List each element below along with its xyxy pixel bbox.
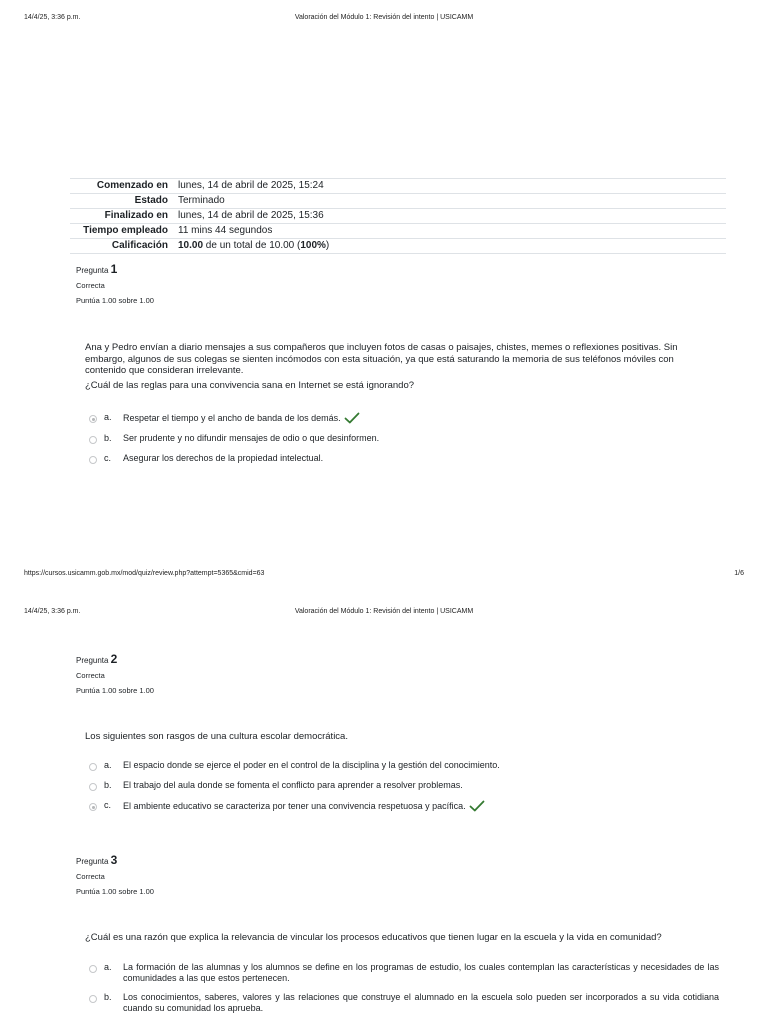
option-text: Respetar el tiempo y el ancho de banda de los demás. xyxy=(123,413,341,423)
checkmark-icon xyxy=(469,800,485,812)
radio-button[interactable] xyxy=(89,783,97,791)
question-prompt: ¿Cuál de las reglas para una convivencia sana en Internet se está ignorando? xyxy=(85,379,415,391)
answer-option[interactable] xyxy=(89,962,719,984)
grade-percent: 100% xyxy=(300,240,326,251)
summary-row xyxy=(70,209,726,224)
question-text-3 xyxy=(85,932,715,944)
summary-label: Tiempo empleado xyxy=(83,225,168,236)
summary-label: Calificación xyxy=(111,240,168,251)
summary-value: lunes, 14 de abril de 2025, 15:36 xyxy=(178,210,324,221)
print-date: 14/4/25, 3:36 p.m. xyxy=(24,14,81,21)
question-number: 3 xyxy=(110,853,118,867)
summary-row xyxy=(70,179,726,194)
answer-option[interactable] xyxy=(89,780,719,791)
option-text: La formación de las alumnas y los alumnos se define en los programas de estudio, los cuales contemplan las características y necesidades de las comunidades a las que estos pertenecen. xyxy=(123,962,719,983)
question-body: ¿Cuál es una razón que explica la relevancia de vincular los procesos educativos que tienen lugar en la escuela y la vida en comunidad? xyxy=(85,932,662,943)
answer-options-2 xyxy=(89,760,719,821)
option-text: El ambiente educativo se caracteriza por tener una convivencia respetuosa y pacífica. xyxy=(123,801,466,811)
option-text: El trabajo del aula donde se fomenta el conflicto para aprender a resolver problemas. xyxy=(123,780,463,790)
question-text-1 xyxy=(85,342,715,391)
print-header xyxy=(0,608,768,622)
question-label: Pregunta xyxy=(76,857,109,866)
grade-value xyxy=(174,239,726,254)
answer-option[interactable] xyxy=(89,800,719,812)
answer-option[interactable] xyxy=(89,412,719,424)
summary-row xyxy=(70,239,726,254)
summary-value: 11 mins 44 segundos xyxy=(178,225,273,236)
print-date: 14/4/25, 3:36 p.m. xyxy=(24,608,81,615)
page-number: 1/6 xyxy=(734,570,744,577)
summary-label: Comenzado en xyxy=(96,180,168,191)
option-text: Ser prudente y no difundir mensajes de odio o que desinformen. xyxy=(123,433,380,443)
option-letter: c. xyxy=(104,800,112,810)
answer-option[interactable] xyxy=(89,453,719,464)
option-letter: b. xyxy=(104,433,112,443)
question-body: Ana y Pedro envían a diario mensajes a sus compañeros que incluyen fotos de casas o paisajes, chistes, memes o reflexiones positivas. Sin embargo, algunos de sus colegas se sienten incómodos con esta situación, ya que está saturando la memoria de sus teléfonos móviles con contenido que consideran irrelevante. xyxy=(85,342,678,376)
answer-option[interactable] xyxy=(89,992,719,1014)
radio-button-checked[interactable] xyxy=(89,415,97,423)
question-state: Correcta xyxy=(76,281,105,290)
question-text-2 xyxy=(85,731,715,743)
option-letter: c. xyxy=(104,453,112,463)
grade-total: de un total de 10.00 ( xyxy=(203,240,301,251)
print-header xyxy=(0,14,768,28)
question-number: 1 xyxy=(110,262,118,276)
question-state: Correcta xyxy=(76,671,105,680)
question-grade: Puntúa 1.00 sobre 1.00 xyxy=(76,296,154,305)
question-grade: Puntúa 1.00 sobre 1.00 xyxy=(76,686,154,695)
radio-button[interactable] xyxy=(89,965,97,973)
question-grade: Puntúa 1.00 sobre 1.00 xyxy=(76,887,154,896)
question-label: Pregunta xyxy=(76,266,109,275)
question-info-3 xyxy=(76,853,154,899)
option-letter: b. xyxy=(104,780,112,790)
option-letter: b. xyxy=(104,992,112,1002)
question-info-2 xyxy=(76,652,154,698)
summary-value: lunes, 14 de abril de 2025, 15:24 xyxy=(178,180,324,191)
answer-option[interactable] xyxy=(89,760,719,771)
option-letter: a. xyxy=(104,962,112,972)
grade-close: ) xyxy=(325,240,330,251)
grade-score: 10.00 xyxy=(178,240,204,251)
summary-row xyxy=(70,224,726,239)
question-state: Correcta xyxy=(76,872,105,881)
checkmark-icon xyxy=(344,412,360,424)
radio-button-checked[interactable] xyxy=(89,803,97,811)
option-letter: a. xyxy=(104,412,112,422)
option-text: Los conocimientos, saberes, valores y las relaciones que construye el alumnado en la escuela solo pueden ser incorporados a su vida cotidiana cuando su comunidad los aprueba. xyxy=(123,992,719,1013)
summary-row xyxy=(70,194,726,209)
summary-value: Terminado xyxy=(178,195,225,206)
page-url: https://cursos.usicamm.gob.mx/mod/quiz/review.php?attempt=5365&cmid=63 xyxy=(24,570,265,577)
question-body: Los siguientes son rasgos de una cultura escolar democrática. xyxy=(85,731,348,742)
radio-button[interactable] xyxy=(89,456,97,464)
summary-label: Finalizado en xyxy=(104,210,168,221)
attempt-summary-table xyxy=(70,178,726,254)
answer-option[interactable] xyxy=(89,433,719,444)
radio-button[interactable] xyxy=(89,763,97,771)
option-text: Asegurar los derechos de la propiedad intelectual. xyxy=(123,453,324,463)
print-footer xyxy=(0,570,768,584)
radio-button[interactable] xyxy=(89,995,97,1003)
question-info-1 xyxy=(76,262,154,308)
radio-button[interactable] xyxy=(89,436,97,444)
answer-options-3 xyxy=(89,962,719,1023)
option-text: El espacio donde se ejerce el poder en el control de la disciplina y la gestión del conocimiento. xyxy=(123,760,500,770)
print-title: Valoración del Módulo 1: Revisión del intento | USICAMM xyxy=(294,14,474,21)
answer-options-1 xyxy=(89,412,719,473)
option-letter: a. xyxy=(104,760,112,770)
question-number: 2 xyxy=(110,652,118,666)
print-title: Valoración del Módulo 1: Revisión del intento | USICAMM xyxy=(294,608,474,615)
question-label: Pregunta xyxy=(76,656,109,665)
summary-label: Estado xyxy=(134,195,168,206)
